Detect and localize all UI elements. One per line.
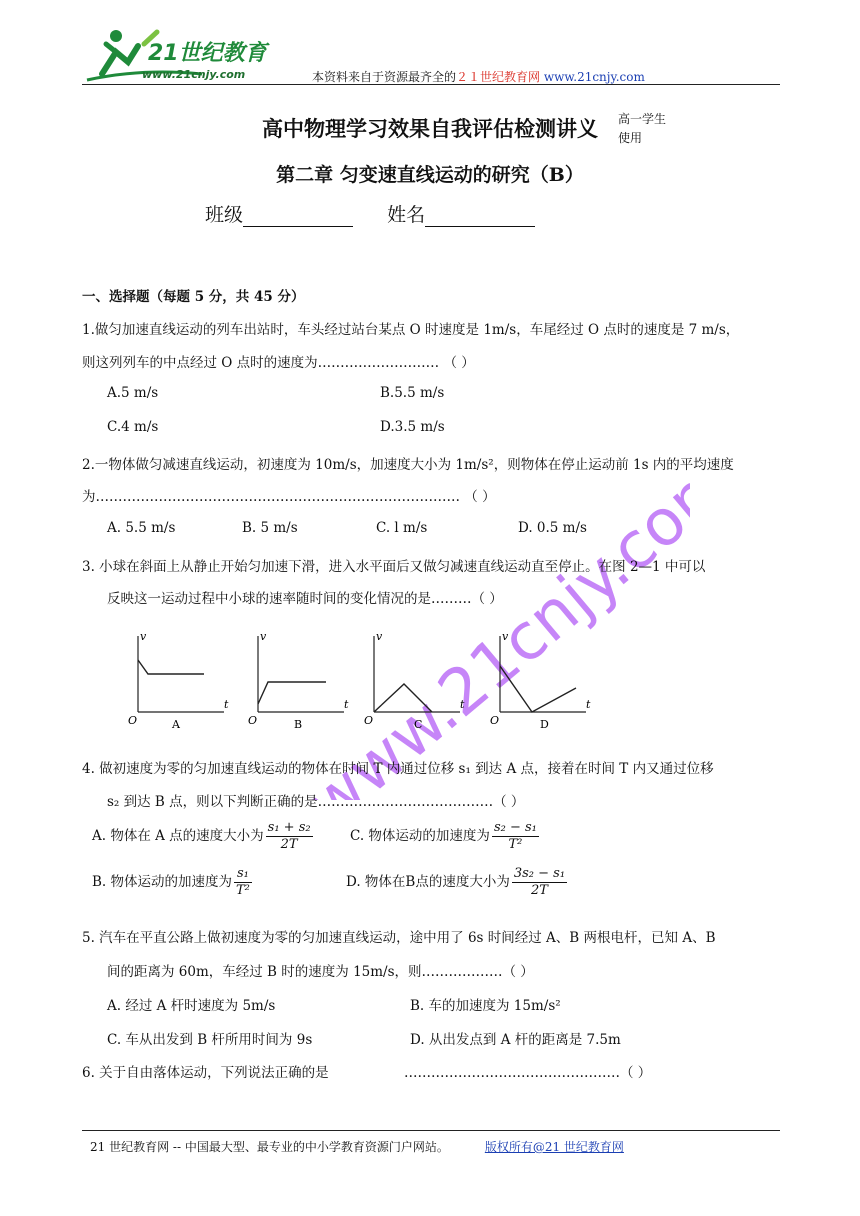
q3-line2: 反映这一运动过程中小球的速率随时间的变化情况的是………（ ） <box>107 591 503 607</box>
footer-rule <box>82 1130 780 1131</box>
section-heading: 一、选择题（每题 5 分，共 45 分） <box>82 289 305 305</box>
q2-option-d: D. 0.5 m/s <box>518 520 587 536</box>
q4-c-numerator: s₂ − s₁ <box>493 820 537 835</box>
watermark-text: www.21cnjy.com <box>293 443 690 800</box>
graph-b-label: B <box>294 718 303 730</box>
graph-b-t: t <box>344 698 349 711</box>
q2-option-c: C. l m/s <box>376 520 428 536</box>
q5-line1: 5. 汽车在平直公路上做初速度为零的匀加速直线运动，途中用了 6s 时间经过 A、B 两根电杆，已知 A、B <box>82 930 716 946</box>
site-logo <box>82 22 282 88</box>
q4-option-b-text: B. 物体运动的加速度为 <box>92 874 233 890</box>
name-blank[interactable] <box>425 206 535 227</box>
q4-d-numerator: 3s₂ − s₁ <box>513 866 566 881</box>
graph-d <box>486 630 596 730</box>
q1-option-b: B.5.5 m/s <box>380 385 445 401</box>
graph-c <box>360 630 470 730</box>
class-blank[interactable] <box>243 206 353 227</box>
q2-line1: 2.一物体做匀减速直线运动，初速度为 10m/s，加速度大小为 1m/s²，则物体在停止运动前 1s 内的平均速度 <box>82 457 734 473</box>
q4-a-denominator: 2T <box>280 837 298 852</box>
q4-line1: 4. 做初速度为零的匀加速直线运动的物体在时间 T 内通过位移 s₁ 到达 A 点，接着在时间 T 内又通过位移 <box>82 761 714 777</box>
q4-d-denominator: 2T <box>530 883 548 898</box>
graph-d-t: t <box>586 698 591 711</box>
logo-url: www.21cnjy.com <box>142 68 246 81</box>
q4-option-c <box>350 820 541 853</box>
graph-a-t: t <box>224 698 229 711</box>
side-note: 高一学生使用 <box>618 112 667 145</box>
q4-option-b <box>92 866 254 899</box>
graph-c-t: t <box>460 698 465 711</box>
graph-d-label: D <box>540 718 549 730</box>
q2-option-a: A. 5.5 m/s <box>107 520 176 536</box>
page-title: 高中物理学习效果自我评估检测讲义 <box>262 116 598 141</box>
q1-option-d: D.3.5 m/s <box>380 419 445 435</box>
q2-option-b: B. 5 m/s <box>242 520 298 536</box>
q3-line1: 3. 小球在斜面上从静止开始匀加速下滑，进入水平面后又做匀减速直线运动直至停止。在图 2—1 中可以 <box>82 559 706 575</box>
header-rule <box>82 84 780 85</box>
header-note-prefix: 本资料来自于资源最齐全的 <box>312 70 457 84</box>
header-note <box>312 68 645 85</box>
q5-option-a: A. 经过 A 杆时速度为 5m/s <box>107 998 276 1014</box>
q4-line2: s₂ 到达 B 点，则以下判断正确的是…………………………………（ ） <box>107 794 525 810</box>
graph-c-v: v <box>376 630 383 643</box>
q6-line1: 6. 关于自由落体运动，下列说法正确的是 <box>82 1065 329 1081</box>
q1-line2: 则这列列车的中点经过 O 点时的速度为……………………… （ ） <box>82 355 475 371</box>
graph-d-o: O <box>490 714 500 727</box>
q4-option-a-text: A. 物体在 A 点的速度大小为 <box>92 828 264 844</box>
graph-c-o: O <box>364 714 374 727</box>
header-note-url[interactable]: www.21cnjy.com <box>543 70 645 84</box>
footer-text: 21 世纪教育网 -- 中国最大型、最专业的中小学教育资源门户网站。 <box>90 1140 449 1154</box>
logo-text: 21世纪教育 <box>148 41 267 66</box>
q4-b-numerator: s₁ <box>234 866 252 883</box>
q4-option-a <box>92 820 315 853</box>
student-info <box>205 200 563 227</box>
q1-option-a: A.5 m/s <box>107 385 159 401</box>
q4-option-d <box>346 866 569 899</box>
q4-option-d-text: D. 物体在B点的速度大小为 <box>346 874 510 890</box>
q4-option-d-fraction <box>512 866 567 899</box>
q4-option-a-fraction <box>266 820 313 853</box>
chapter-subtitle: 第二章 匀变速直线运动的研究（B） <box>276 164 584 186</box>
header-note-site: ２１世纪教育网 <box>456 70 541 84</box>
q1-line1: 1.做匀加速直线运动的列车出站时，车头经过站台某点 O 时速度是 1m/s，车尾经过 O 点时的速度是 7 m/s， <box>82 322 740 338</box>
q5-option-d: D. 从出发点到 A 杆的距离是 7.5m <box>410 1032 621 1048</box>
graph-b <box>244 630 354 730</box>
q2-line2: 为……………………………………………………………………… （ ） <box>82 489 496 505</box>
footer <box>90 1138 624 1155</box>
graph-c-label: C <box>414 718 423 730</box>
q4-a-numerator: s₁ + s₂ <box>267 820 311 835</box>
q6-dots: …………………………………………（ ） <box>404 1065 652 1081</box>
graph-a <box>124 630 234 730</box>
graph-b-v: v <box>260 630 267 643</box>
footer-copyright-link[interactable]: 版权所有@21 世纪教育网 <box>484 1140 624 1154</box>
q4-option-c-fraction <box>492 820 539 853</box>
graph-d-v: v <box>502 630 509 643</box>
q5-line2: 间的距离为 60m，车经过 B 时的速度为 15m/s，则………………（ ） <box>107 964 534 980</box>
class-label: 班级 <box>205 204 244 226</box>
q4-b-denominator: T² <box>236 883 250 898</box>
q4-option-b-fraction <box>234 866 252 899</box>
q4-option-c-text: C. 物体运动的加速度为 <box>350 828 490 844</box>
name-label: 姓名 <box>387 204 426 226</box>
q4-c-denominator: T² <box>508 837 523 852</box>
graph-b-o: O <box>248 714 258 727</box>
q5-option-b: B. 车的加速度为 15m/s² <box>410 998 561 1014</box>
q1-option-c: C.4 m/s <box>107 419 159 435</box>
graph-a-o: O <box>128 714 138 727</box>
q5-option-c: C. 车从出发到 B 杆所用时间为 9s <box>107 1032 313 1048</box>
graph-a-label: A <box>172 718 180 730</box>
graph-a-v: v <box>140 630 147 643</box>
